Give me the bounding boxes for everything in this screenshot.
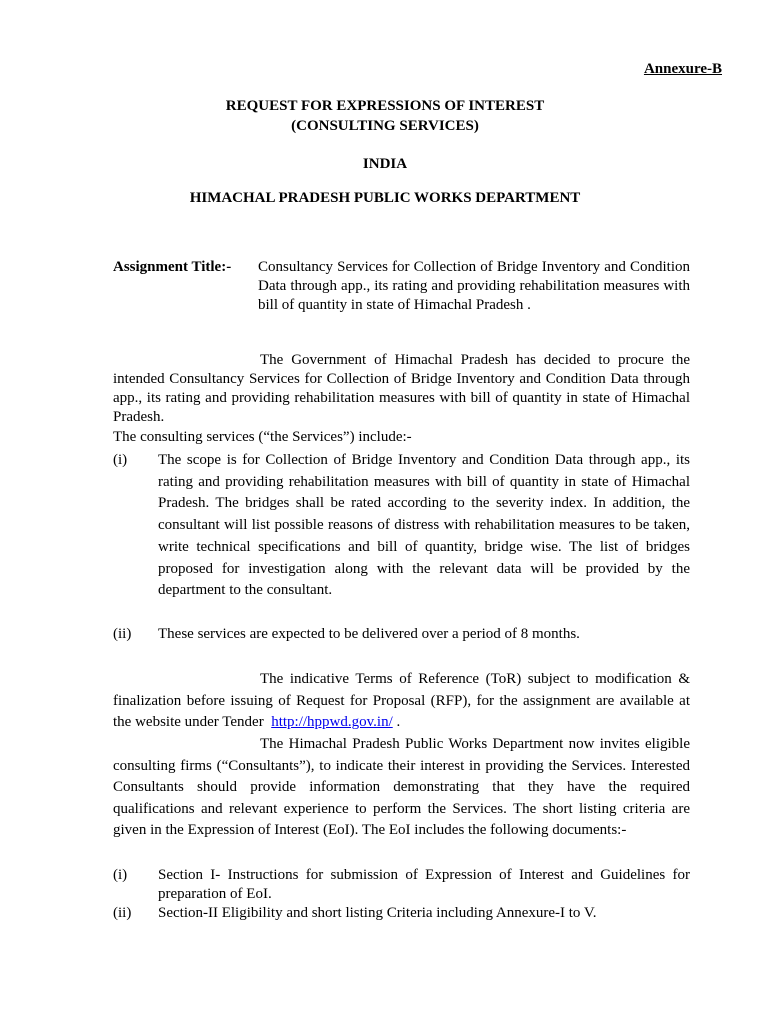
document-item-text: Section I- Instructions for submission of Expression of Interest and Guidelines for preparation of EoI. bbox=[158, 867, 690, 902]
services-intro: The consulting services (“the Services”) include:- bbox=[113, 429, 412, 445]
document-item-number: (i) bbox=[113, 867, 128, 883]
service-item-number: (ii) bbox=[113, 626, 132, 642]
annexure-label: Annexure-B bbox=[643, 61, 722, 77]
service-item-number: (i) bbox=[113, 452, 128, 468]
tor-paragraph bbox=[113, 669, 690, 734]
intro-paragraph: The Government of Himachal Pradesh has decided to procure the intended Consultancy Services for Collection of Bridge Inventory and Condition Data through app., its rating and providing rehabilitation measures with bill of quantity in state of Himachal Pradesh. bbox=[113, 352, 690, 425]
department-heading: HIMACHAL PRADESH PUBLIC WORKS DEPARTMENT bbox=[189, 190, 581, 206]
tor-paragraph-end: . bbox=[392, 714, 401, 730]
country-heading: INDIA bbox=[362, 156, 408, 172]
service-item-text: The scope is for Collection of Bridge Inventory and Condition Data through app., its rating and providing rehabilitation measures with bill of quantity in state of Himachal Pradesh. The bridges shall be rated according to the severity index. In addition, the consultant will list possible reasons of distress with rehabilitation measures to be taken, write technical specifications and bill of quantity, bridge wise. The list of bridges proposed for investigation along with the relevant data will be provided by the department to the consultant. bbox=[158, 452, 690, 599]
assignment-title-text bbox=[258, 258, 690, 315]
service-item-text: These services are expected to be delivered over a period of 8 months. bbox=[158, 626, 580, 642]
hppwd-website-link[interactable]: http://hppwd.gov.in/ bbox=[271, 714, 393, 730]
document-item-number: (ii) bbox=[113, 905, 132, 921]
title-line-2: (CONSULTING SERVICES) bbox=[291, 118, 479, 134]
assignment-title-label: Assignment Title:- bbox=[113, 259, 232, 275]
invitation-paragraph: The Himachal Pradesh Public Works Department now invites eligible consulting firms (“Consultants”), to indicate their interest in providing the Services. Interested Consultants should provide information demonstrating that they have the required qualifications and relevant experience to perform the Services. The short listing criteria are given in the Expression of Interest (EoI). The EoI includes the following documents:- bbox=[113, 736, 690, 839]
assignment-title-value: Consultancy Services for Collection of Bridge Inventory and Condition Data through app., its rating and providing rehabilitation measures with bill of quantity in state of Himachal Pradesh . bbox=[258, 259, 690, 313]
document-item-text: Section-II Eligibility and short listing Criteria including Annexure-I to V. bbox=[158, 905, 597, 921]
title-line-1: REQUEST FOR EXPRESSIONS OF INTEREST bbox=[225, 98, 545, 114]
tor-paragraph-text: The indicative Terms of Reference (ToR) subject to modification & finalization before issuing of Request for Proposal (RFP), for the assignment are available at the website under Tender bbox=[113, 671, 690, 730]
